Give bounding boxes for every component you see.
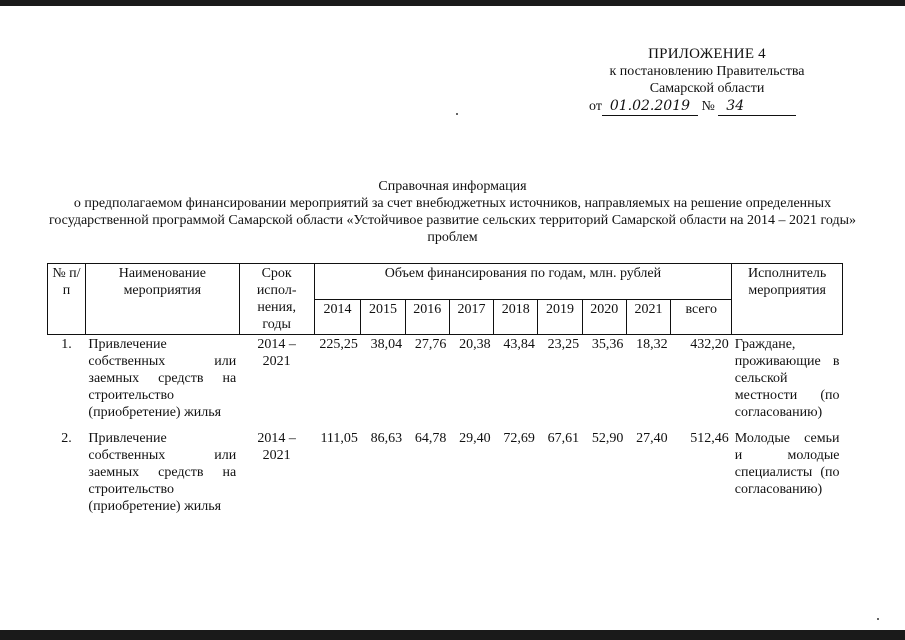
row-number: 1.: [61, 337, 72, 352]
row-name: Привлечение собственных или заемных средств на строительство (приобретение) жилья: [88, 337, 237, 420]
scan-speck: [877, 618, 879, 620]
scan-speck: [456, 113, 458, 115]
row-name: Привлечение собственных или заемных средств на строительство (приобретение) жилья: [88, 430, 237, 514]
header-number: № п/п: [48, 264, 86, 335]
document-subtitle: о предполагаемом финансировании мероприятий за счет внебюджетных источников, направляемых на решение определенных государственной программой Самарской области «Устойчивое развитие сельских территорий Самарской области на 2014 – 2021 годы» проблем: [48, 196, 857, 245]
header-term: Срок испол-нения, годы: [239, 264, 314, 335]
row-value: 27,40: [636, 430, 668, 446]
header-year: 2018: [494, 299, 538, 335]
header-year: 2015: [361, 299, 405, 335]
annex-date: 01.02.2019: [602, 98, 698, 116]
header-year: 2020: [582, 299, 626, 335]
header-year: 2016: [405, 299, 449, 335]
row-value: 64,78: [414, 430, 447, 446]
row-value: 20,38: [459, 337, 491, 352]
header-year: 2014: [314, 299, 361, 335]
header-year: 2017: [449, 299, 493, 335]
document-heading: [40, 178, 865, 246]
row-value: 43,84: [503, 337, 535, 352]
row-value: 27,76: [414, 337, 447, 352]
row-value: 38,04: [370, 337, 403, 352]
scan-border-top: [0, 0, 905, 6]
row-value: 35,36: [591, 337, 624, 352]
row-value: 86,63: [370, 430, 403, 446]
row-term: 2014 – 2021: [257, 430, 296, 463]
annex-number: 34: [718, 98, 796, 116]
document-title: Справочная информация: [378, 179, 527, 194]
row-value: 225,25: [319, 337, 358, 352]
header-total: всего: [671, 299, 732, 335]
row-total: 432,20: [690, 337, 729, 352]
annex-title: ПРИЛОЖЕНИЕ 4: [648, 46, 766, 62]
table-row: [48, 423, 843, 516]
row-executor: Молодые семьи и молодые специалисты (по согласованию): [734, 430, 840, 497]
annex-line-1: к постановлению Правительства: [609, 64, 805, 79]
row-value: 23,25: [547, 337, 580, 352]
header-funding: Объем финансирования по годам, млн. рублей: [314, 264, 732, 300]
scan-border-bottom: [0, 630, 905, 640]
annex-from-label: от: [589, 99, 602, 114]
header-executor: Исполнитель мероприятия: [732, 264, 843, 335]
annex-date-line: [587, 98, 827, 116]
table-row: [48, 335, 843, 423]
row-value: 67,61: [547, 430, 580, 446]
header-year: 2021: [626, 299, 670, 335]
row-value: 111,05: [320, 430, 358, 446]
funding-table: [47, 263, 843, 516]
row-total: 512,46: [690, 430, 729, 446]
annex-number-label: №: [701, 99, 715, 114]
row-executor: Граждане, проживающие в сельской местности (по согласованию): [734, 337, 840, 420]
row-value: 18,32: [636, 337, 668, 352]
annex-line-2: Самарской области: [649, 81, 765, 96]
header-name: Наименование мероприятия: [85, 264, 239, 335]
row-value: 29,40: [459, 430, 491, 446]
header-year: 2019: [538, 299, 582, 335]
row-value: 52,90: [591, 430, 624, 446]
row-number: 2.: [61, 430, 72, 446]
row-value: 72,69: [503, 430, 535, 446]
row-term: 2014 – 2021: [257, 337, 296, 369]
annex-block: [587, 46, 827, 116]
